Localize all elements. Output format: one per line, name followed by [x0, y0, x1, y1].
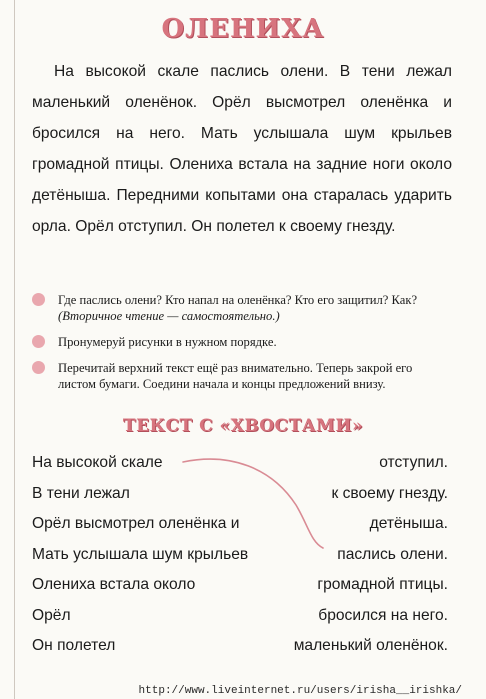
task-text-2: Пронумеруй рисунки в нужном порядке.: [58, 335, 277, 349]
tail-row: [32, 631, 448, 662]
sentence-start: Орёл высмотрел оленёнка и: [32, 515, 240, 532]
sentence-start: В тени лежал: [32, 484, 130, 502]
sentence-start: Он полетел: [32, 637, 116, 654]
story-text: [32, 56, 452, 242]
sentence-end: маленький оленёнок.: [293, 637, 448, 654]
sentence-end: отступил.: [379, 454, 448, 471]
page-title: ОЛЕНИХА: [161, 14, 325, 44]
sentence-end: к своему гнезду.: [331, 484, 448, 502]
tail-row: [32, 448, 448, 479]
tail-row: [32, 479, 448, 510]
footer-url: http://www.liveinternet.ru/users/irisha__irishka/: [138, 685, 462, 697]
section-title: ТЕКСТ С «ХВОСТАМИ»: [122, 416, 364, 436]
tail-row: [32, 540, 448, 571]
sentence-end: бросился на него.: [318, 606, 448, 624]
sentence-end: паслись олени.: [337, 545, 448, 563]
sentence-start: Орёл: [32, 606, 71, 624]
tails-exercise: [32, 448, 448, 662]
tail-row: [32, 509, 448, 540]
tail-row: [32, 601, 448, 632]
task-list: [32, 292, 452, 402]
task-item-2: [32, 334, 452, 350]
task-item-1: [32, 292, 452, 324]
tail-row: [32, 570, 448, 601]
pink-bullet-icon: [32, 293, 45, 306]
sentence-start: На высокой скале: [32, 454, 163, 471]
pink-bullet-icon: [32, 361, 45, 374]
story-body: На высокой скале паслись олени. В тени лежал маленький оленёнок. Орёл высмотрел оленёнка и бросился на него. Мать услышала шум крыльев громадной птицы. Олениха встала на задние ноги около детёныша. Передними копытами она старалась ударить орла. Орёл отступил. Он полетел к своему гнезду.: [32, 63, 452, 235]
sentence-end: громадной птицы.: [317, 576, 448, 593]
pink-bullet-icon: [32, 335, 45, 348]
task-text-3: Перечитай верхний текст ещё раз внимательно. Теперь закрой его листом бумаги. Соедини начала и концы предложений внизу.: [58, 361, 413, 391]
sentence-end: детёныша.: [369, 515, 448, 532]
task-item-3: [32, 360, 452, 392]
sentence-start: Мать услышала шум крыльев: [32, 545, 249, 563]
task-text-1: Где паслись олени? Кто напал на оленёнка? Кто его защитил? Как?: [58, 293, 418, 307]
task-note-1: (Вторичное чтение — самостоятельно.): [58, 309, 280, 323]
sentence-start: Олениха встала около: [32, 576, 196, 593]
